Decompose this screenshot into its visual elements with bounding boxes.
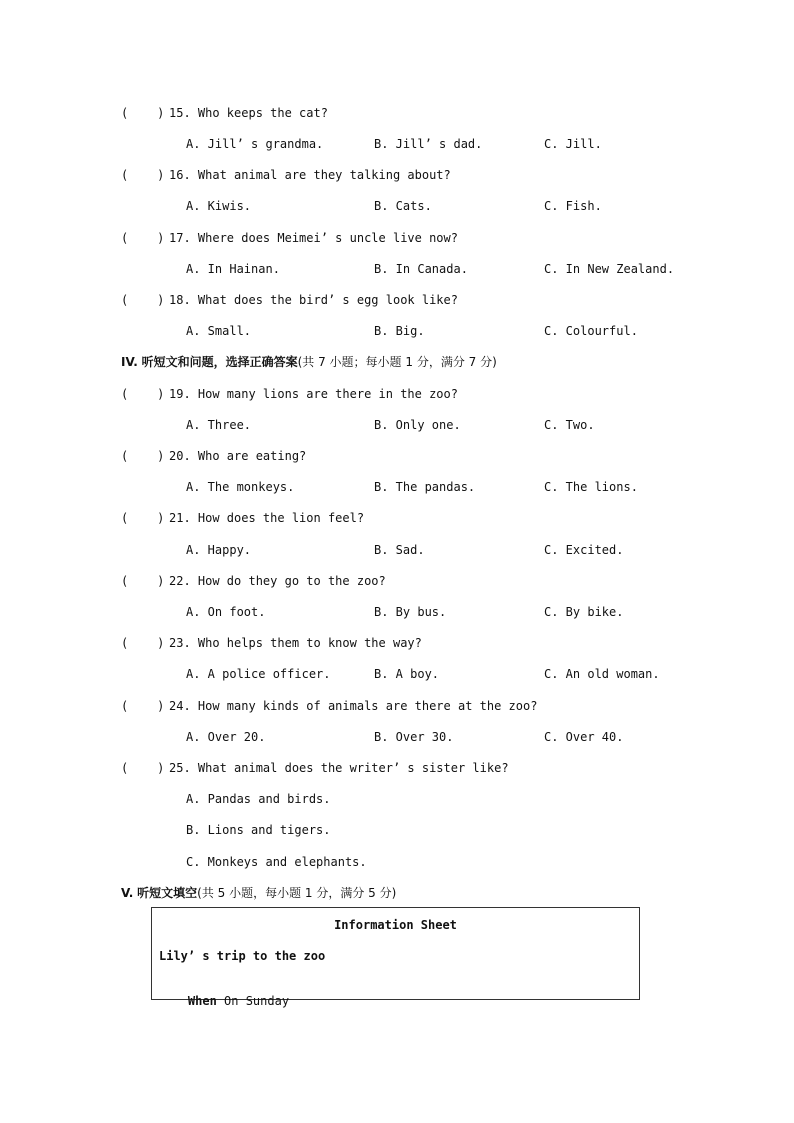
option-a: A. Small. [186,324,252,338]
question-text: 21. How does the lion feel? [169,511,365,525]
option-c: C. Colourful. [544,324,638,338]
answer-blank[interactable]: ( ) [121,106,165,120]
section-note: (共 7 小题；每小题 1 分，满分 7 分) [297,355,497,369]
question-text: 15. Who keeps the cat? [169,106,328,120]
option-c: C. By bike. [544,605,624,619]
section-title: 听短文和问题，选择正确答案 [141,355,298,369]
sheet-title: Information Sheet [334,918,457,932]
option-b: B. Only one. [374,418,461,432]
option-c: C. Excited. [544,543,624,557]
sheet-when-row [159,980,289,1022]
option-a: A. A police officer. [186,667,331,681]
option-b: B. A boy. [374,667,440,681]
answer-blank[interactable]: ( ) [121,574,165,588]
option-c: C. The lions. [544,480,638,494]
when-value: On Sunday [216,994,290,1008]
option-b: B. Sad. [374,543,425,557]
question-text: 16. What animal are they talking about? [169,168,451,182]
option-a: A. On foot. [186,605,266,619]
option-b: B. Over 30. [374,730,454,744]
section-v-heading [121,884,396,901]
option-c: C. An old woman. [544,667,660,681]
information-sheet [151,907,640,1008]
section-title: 听短文填空 [137,886,198,900]
answer-blank[interactable]: ( ) [121,511,165,525]
option-c: C. Monkeys and elephants. [186,855,367,869]
answer-blank[interactable]: ( ) [121,231,165,245]
when-label: When [187,994,217,1008]
option-b: B. The pandas. [374,480,476,494]
option-c: C. Fish. [544,199,602,213]
option-c: C. In New Zealand. [544,262,675,276]
option-b: B. Lions and tigers. [186,823,331,837]
question-text: 22. How do they go to the zoo? [169,574,386,588]
sheet-subtitle: Lily’ s trip to the zoo [159,949,326,963]
option-a: A. Happy. [186,543,252,557]
option-a: A. Pandas and birds. [186,792,331,806]
section-number: V. [121,886,134,900]
option-a: A. Jill’ s grandma. [186,137,324,151]
answer-blank[interactable]: ( ) [121,761,165,775]
option-b: B. Big. [374,324,425,338]
section-note: (共 5 小题，每小题 1 分，满分 5 分) [197,886,397,900]
answer-blank[interactable]: ( ) [121,449,165,463]
question-text: 18. What does the bird’ s egg look like? [169,293,458,307]
option-a: A. Three. [186,418,252,432]
question-text: 25. What animal does the writer’ s sister like? [169,761,509,775]
option-c: C. Over 40. [544,730,624,744]
option-c: C. Two. [544,418,595,432]
answer-blank[interactable]: ( ) [121,168,165,182]
answer-blank[interactable]: ( ) [121,387,165,401]
option-a: A. The monkeys. [186,480,295,494]
answer-blank[interactable]: ( ) [121,636,165,650]
question-text: 23. Who helps them to know the way? [169,636,422,650]
section-iv-heading [121,353,497,370]
section-number: IV. [121,355,138,369]
option-c: C. Jill. [544,137,602,151]
answer-blank[interactable]: ( ) [121,699,165,713]
option-a: A. Kiwis. [186,199,252,213]
option-a: A. Over 20. [186,730,266,744]
question-text: 17. Where does Meimei’ s uncle live now? [169,231,458,245]
answer-blank[interactable]: ( ) [121,293,165,307]
option-b: B. In Canada. [374,262,468,276]
question-text: 20. Who are eating? [169,449,307,463]
option-a: A. In Hainan. [186,262,280,276]
option-b: B. By bus. [374,605,447,619]
option-b: B. Cats. [374,199,432,213]
question-text: 19. How many lions are there in the zoo? [169,387,458,401]
option-b: B. Jill’ s dad. [374,137,483,151]
question-text: 24. How many kinds of animals are there at the zoo? [169,699,538,713]
